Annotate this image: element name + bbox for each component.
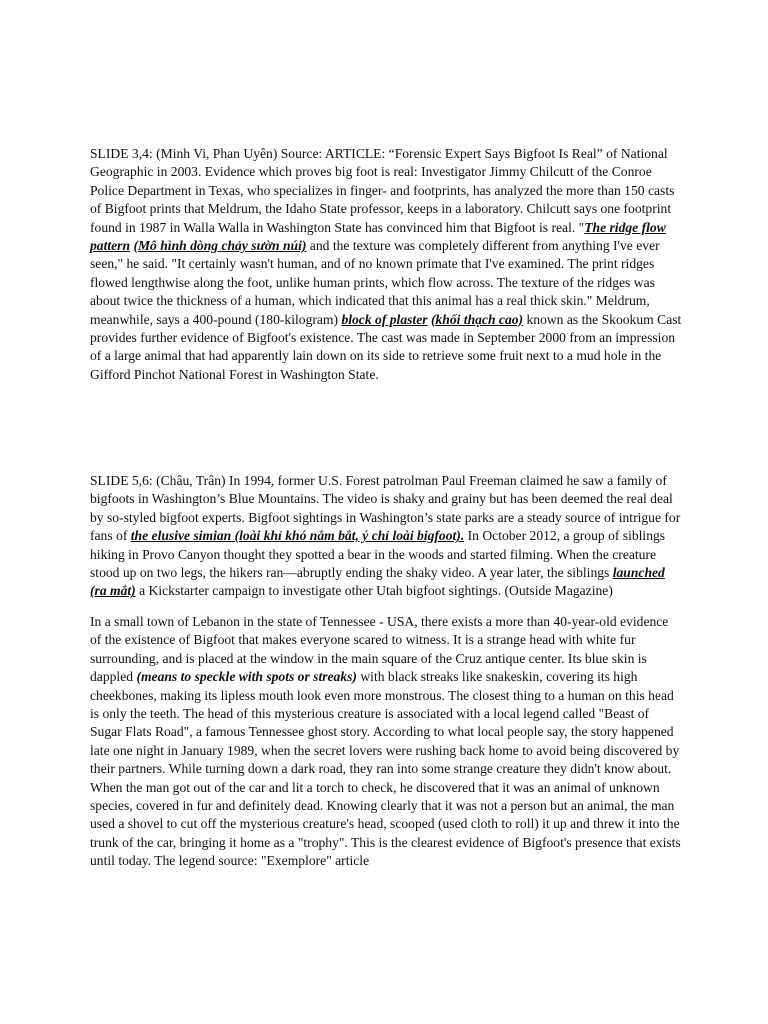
term-launched: launched (ra mắt) <box>90 565 665 599</box>
slide-3-4-paragraph <box>90 145 682 384</box>
slide-5-6-text-c: a Kickstarter campaign to investigate other Utah bigfoot sightings. (Outside Magazine) <box>135 583 613 599</box>
term-block-of-plaster: block of plaster <box>341 311 428 327</box>
slide-5-6-text-b: In October 2012, a group of siblings hiking in Provo Canyon thought they spotted a bear in the woods and started filming. When the creature stood up on two legs, the hikers ran—abruptly ending the shaky video. A year later, the siblings <box>90 528 666 581</box>
slide-5-6-text-a: SLIDE 5,6: (Châu, Trân) In 1994, former U.S. Forest patrolman Paul Freeman claimed he saw a family of bigfoots in Washington’s Blue Mountains. The video is shaky and grainy but has been deemed the real deal by so-styled bigfoot experts. Bigfoot sightings in Washington’s state parks are a steady source of intrigue for fans of <box>90 473 681 544</box>
legend-paragraph <box>90 613 682 871</box>
term-ridge-flow-pattern-translation: (Mô hình dòng chảy sườn núi) <box>133 238 307 254</box>
slide-3-4-text-a: SLIDE 3,4: (Minh Vi, Phan Uyên) Source: ARTICLE: “Forensic Expert Says Bigfoot Is Real” of National Geographic in 2003. Evidence which proves big foot is real: Investigator Jimmy Chilcutt of the Conroe Police Department in Texas, who specializes in finger- and footprints, has analyzed the more than 150 casts of Bigfoot prints that Meldrum, the Idaho State professor, keeps in a laboratory. Chilcutt says one footprint found in 1987 in Walla Walla in Washington State has convinced him that Bigfoot is real. " <box>90 146 675 235</box>
legend-text-b: with black streaks like snakeskin, covering its high cheekbones, making its lipless mouth look even more monstrous. The closest thing to a human on this head is only the teeth. The head of this mysterious creature is associated with a local legend called "Beast of Sugar Flats Road", a famous Tennessee ghost story. According to what local people say, the story happened late one night in January 1989, when the secret lovers were rushing back home to avoid being discovered by their partners. While turning down a dark road, they ran into some strange creature they didn't know about. When the man got out of the car and lit a torch to check, he discovered that it was an animal of unknown species, covered in fur and definitely dead. Knowing clearly that it was not a person but an animal, the man used a shovel to cut off the mysterious creature's head, scooped (used cloth to roll) it up and threw it into the trunk of the car, bringing it home as a "trophy". This is the clearest evidence of Bigfoot's presence that exists until today. The legend source: "Exemplore" article <box>90 669 681 869</box>
term-elusive-simian: the elusive simian (loài khỉ khó nắm bắt, ý chỉ loài bigfoot). <box>130 528 465 544</box>
slide-3-4-text-b: and the texture was completely different from anything I've ever seen," he said. "It certainly wasn't human, and of no known primate that I've examined. The print ridges flowed lengthwise along the foot, unlike human prints, which flow across. The texture of the ridges was about twice the thickness of a human, which indicated that this animal has a real thick skin." Meldrum, meanwhile, says a 400-pound (180-kilogram) <box>90 238 660 327</box>
term-block-of-plaster-translation: (khối thạch cao) <box>430 311 524 327</box>
term-dappled-definition: (means to speckle with spots or streaks) <box>136 669 357 685</box>
legend-text-a: In a small town of Lebanon in the state of Tennessee - USA, there exists a more than 40-year-old evidence of the existence of Bigfoot that makes everyone scared to witness. It is a strange head with white fur surrounding, and is placed at the window in the main square of the Cruz antique center. Its blue skin is dappled <box>90 614 669 685</box>
term-ridge-flow-pattern: The ridge flow pattern <box>90 219 666 254</box>
slide-5-6-paragraph <box>90 472 682 601</box>
slide-3-4-text-c: known as the Skookum Cast provides further evidence of Bigfoot's existence. The cast was made in September 2000 from an impression of a large animal that had apparently lain down on its side to retrieve some fruit next to a mud hole in the Gifford Pinchot National Forest in Washington State. <box>90 311 682 382</box>
